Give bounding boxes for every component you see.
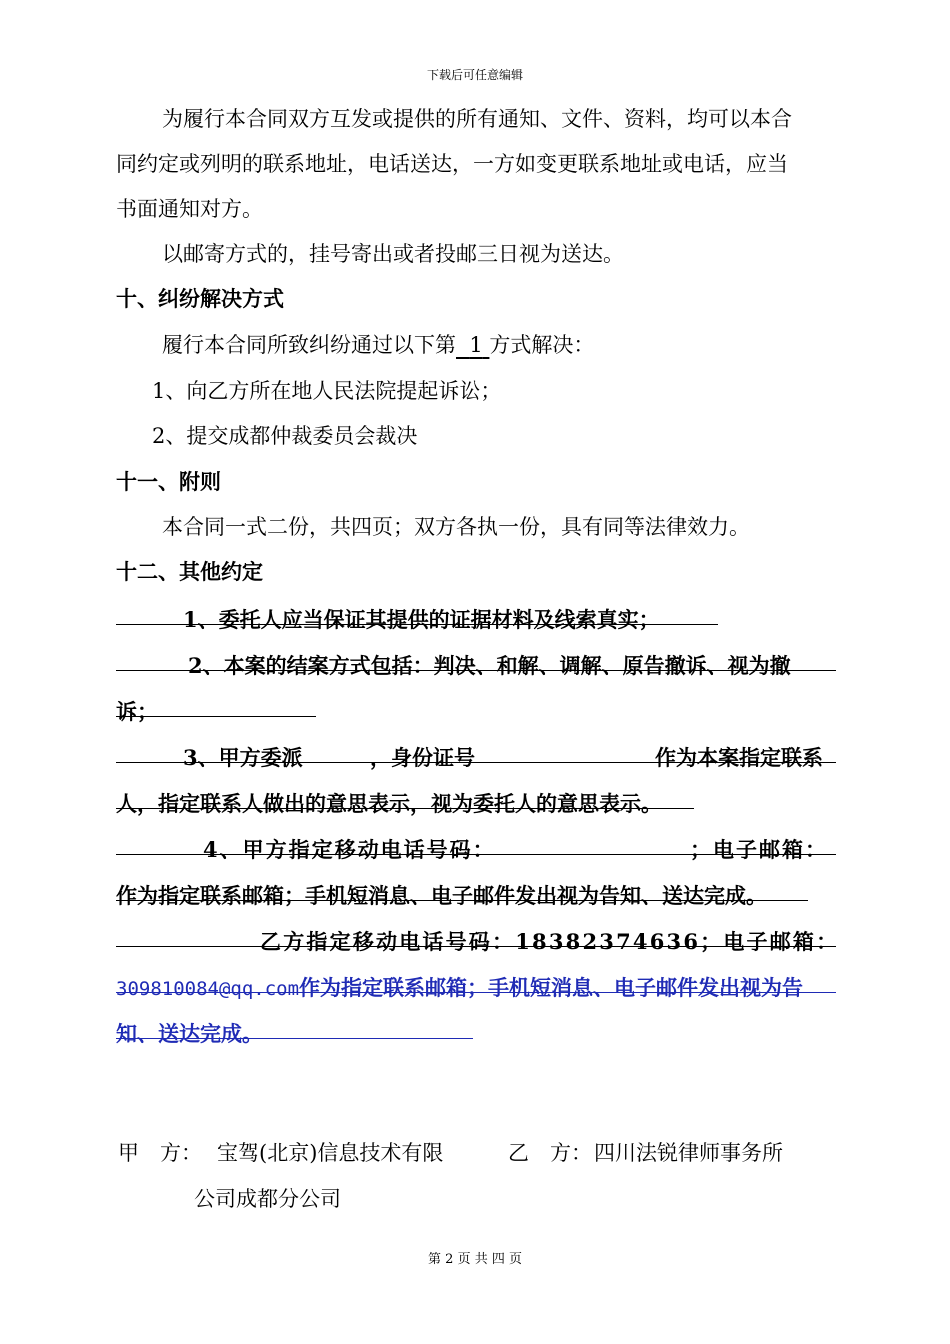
notice-line-3: 书面通知对方。 [116, 197, 263, 221]
item-4-underline-2 [116, 900, 808, 901]
item-4-underline-1 [116, 854, 836, 855]
contact-email-link[interactable]: 309810084@qq.com [116, 978, 300, 1000]
section-10-title: 十、纠纷解决方式 [116, 286, 284, 311]
item-3-underline-1 [116, 762, 836, 763]
section-10-intro [162, 322, 594, 368]
item-1-underline [116, 624, 718, 625]
party-a-name-line-2: 公司成都分公司 [194, 1187, 341, 1211]
item-5-underline-2 [116, 992, 836, 993]
other-item-4-b: ；电子邮箱： [690, 837, 828, 862]
other-item-4-line-2: 作为指定联系邮箱；手机短消息、电子邮件发出视为告知、送达完成。 [116, 883, 767, 908]
other-item-5-a: 乙方指定移动电话号码：18382374636；电子邮箱： [260, 929, 840, 954]
other-item-5-line-2 [116, 965, 803, 1012]
other-item-5-line-3: 知、送达完成。 [116, 1021, 263, 1046]
other-item-5-b: 作为指定联系邮箱；手机短消息、电子邮件发出视为告 [299, 975, 804, 1000]
section-11-title: 十一、附则 [116, 469, 221, 494]
other-item-3-b: ，身份证号 [370, 745, 475, 770]
dispute-option-1: 1、向乙方所在地人民法院提起诉讼； [152, 379, 502, 403]
intro-after: 方式解决： [489, 333, 595, 357]
other-item-3-c: 作为本案指定联系 [655, 745, 823, 770]
dispute-option-2: 2、提交成都仲裁委员会裁决 [152, 424, 418, 448]
party-a-name-line-1: 宝驾(北京)信息技术有限 [217, 1141, 444, 1165]
notice-line-2: 同约定或列明的联系地址，电话送达，一方如变更联系地址或电话，应当 [116, 152, 788, 176]
intro-before: 履行本合同所致纠纷通过以下第 [162, 333, 456, 357]
item-2-underline-1 [116, 670, 836, 671]
party-b-name: 四川法锐律师事务所 [594, 1141, 783, 1165]
party-b-label: 乙 方： [508, 1141, 592, 1165]
section-11-text: 本合同一式二份，共四页；双方各执一份，具有同等法律效力。 [162, 515, 750, 539]
item-2-underline-2 [116, 716, 316, 717]
other-item-3-line-2: 人，指定联系人做出的意思表示，视为委托人的意思表示。 [116, 791, 662, 816]
other-item-2-line-1: 2、本案的结案方式包括：判决、和解、调解、原告撤诉、视为撤 [188, 653, 791, 678]
item-5-underline-1 [116, 946, 836, 947]
notice-line-1: 为履行本合同双方互发或提供的所有通知、文件、资料，均可以本合 [162, 107, 792, 131]
party-a-label: 甲 方： [118, 1141, 202, 1165]
item-3-underline-2 [116, 808, 694, 809]
other-item-4-a: 4、甲方指定移动电话号码： [203, 837, 496, 862]
section-12-title: 十二、其他约定 [116, 559, 263, 584]
page-header: 下载后可任意编辑 [426, 68, 523, 82]
other-item-3-a: 3、甲方委派 [183, 745, 303, 770]
dispute-choice [456, 333, 489, 357]
dispute-choice-value: 1 [469, 333, 483, 357]
notice-mail-line: 以邮寄方式的，挂号寄出或者投邮三日视为送达。 [162, 242, 624, 266]
page-footer: 第 2 页 共 四 页 [428, 1252, 522, 1267]
item-5-underline-3 [116, 1038, 473, 1039]
other-item-2-line-2: 诉； [116, 699, 158, 724]
other-item-1: 1、委托人应当保证其提供的证据材料及线索真实； [183, 607, 660, 632]
